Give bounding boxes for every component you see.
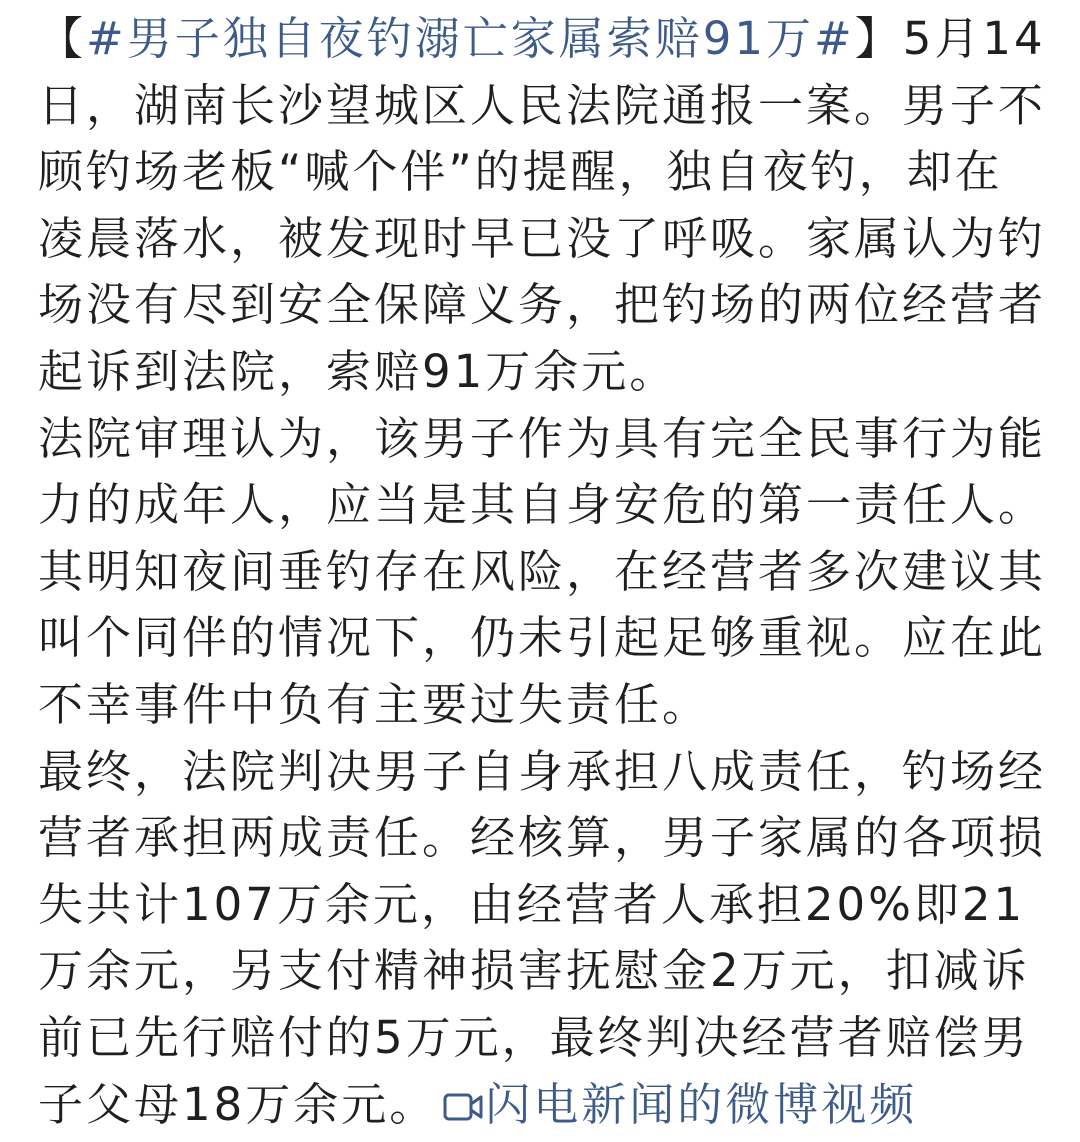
paragraph-3-text: 最终，法院判决男子自身承担八成责任，钓场经营者承担两成责任。经核算，男子家属的各项损失共计107万余元，由经营者人承担20%即21万余元，另支付精神损害抚慰金2万元，扣减诉前已先行赔付的5万元，最终判决经营者赔偿男子父母18万余元。 xyxy=(38,745,1046,1131)
post-paragraph-3 xyxy=(38,739,1048,1142)
paragraph-1-text: 5月14日，湖南长沙望城区人民法院通报一案。男子不顾钓场老板“喊个伴”的提醒，独自夜钓，却在凌晨落水，被发现时早已没了呼吸。家属认为钓场没有尽到安全保障义务，把钓场的两位经营者起诉到法院，索赔91万余元。 xyxy=(38,12,1046,398)
post-paragraph-1 xyxy=(38,6,1048,406)
paragraph-2-text: 法院审理认为，该男子作为具有完全民事行为能力的成年人，应当是其自身安危的第一责任人。其明知夜间垂钓存在风险，在经营者多次建议其叫个同伴的情况下，仍未引起足够重视。应在此不幸事件中负有主要过失责任。 xyxy=(38,412,1046,731)
post-paragraph-2 xyxy=(38,406,1048,739)
topic-close-bracket: 】 xyxy=(855,12,903,65)
weibo-post-body xyxy=(38,6,1048,1142)
video-camera-icon xyxy=(443,1076,483,1142)
weibo-video-link[interactable] xyxy=(437,1078,917,1131)
video-link-label: 闪电新闻的微博视频 xyxy=(485,1078,917,1131)
topic-open-bracket: 【 xyxy=(38,12,86,65)
topic-hashtag-link[interactable]: #男子独自夜钓溺亡家属索赔91万# xyxy=(86,12,855,65)
